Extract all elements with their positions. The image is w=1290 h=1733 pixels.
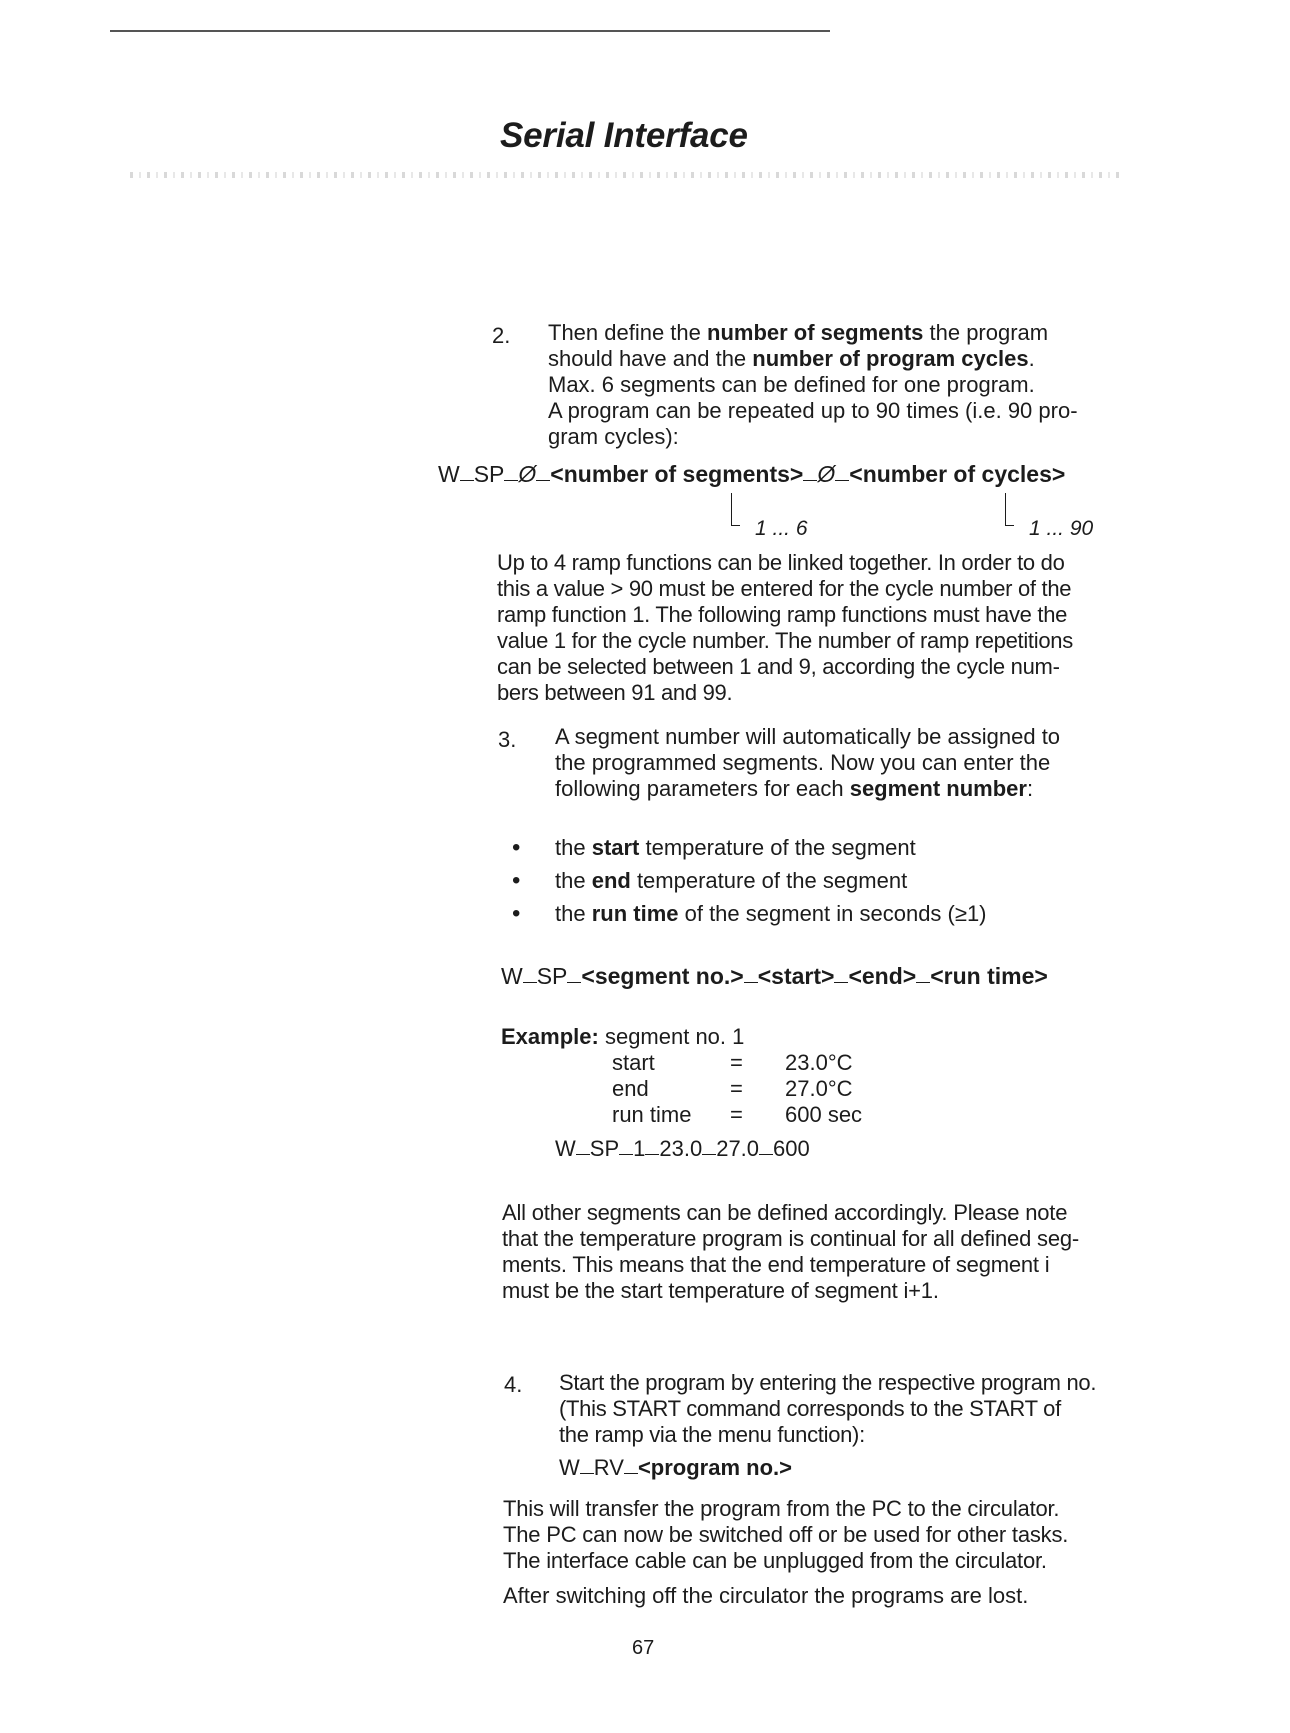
cycles-range-marker bbox=[1005, 493, 1014, 526]
step-2-number: 2. bbox=[492, 323, 511, 348]
command-run-program: W RV <program no.> bbox=[559, 1455, 792, 1480]
header-underline bbox=[130, 172, 1120, 178]
segments-paragraph: All other segments can be defined accordingly. Please note that the temperature program is continual for all defined seg- ments. This means that the end temperature of segment i must be the start temperature of segment i+1. bbox=[502, 1200, 1080, 1303]
list-item: • the run time of the segment in seconds (≥1) bbox=[512, 900, 987, 927]
transfer-paragraph: This will transfer the program from the PC to the circulator. The PC can now be switched off or be used for other tasks. The interface cable can be unplugged from the circulator. bbox=[503, 1496, 1069, 1573]
segments-range: 1 ... 6 bbox=[755, 517, 808, 540]
bullet-icon: • bbox=[512, 900, 521, 927]
ramp-paragraph: Up to 4 ramp functions can be linked together. In order to do this a value > 90 must be entered for the cycle number of the ramp function 1. The following ramp functions must have the value 1 for the cycle number. The number of ramp repetitions can be selected between 1 and 9, according the cycle num- bers between 91 and 99. bbox=[497, 550, 1073, 705]
step-3-number: 3. bbox=[498, 727, 517, 752]
list-item: • the end temperature of the segment bbox=[512, 867, 908, 894]
bullet-icon: • bbox=[512, 834, 521, 861]
param-number-of-cycles: <number of cycles> bbox=[849, 461, 1066, 487]
step-2-text: Then define the number of segments the program should have and the number of program cycles. Max. 6 segments can be defined for one program. A program can be repeated up to 90 times (i.e. 90 pro- gram cycles): bbox=[548, 320, 1078, 449]
page-title: Serial Interface bbox=[500, 116, 748, 155]
step-3-text: A segment number will automatically be assigned to the programmed segments. Now you can enter the following parameters for each segment number: bbox=[555, 724, 1061, 801]
bullet-icon: • bbox=[512, 867, 521, 894]
page-number: 67 bbox=[632, 1637, 655, 1659]
param-number-of-segments: <number of segments> bbox=[550, 461, 804, 487]
command-define-segment: W SP <segment no.> <start> <end> <run time> bbox=[501, 963, 1048, 989]
step-4-number: 4. bbox=[504, 1372, 523, 1397]
cycles-range: 1 ... 90 bbox=[1029, 517, 1094, 540]
parameter-list bbox=[512, 835, 1112, 934]
final-note: After switching off the circulator the programs are lost. bbox=[503, 1583, 1029, 1608]
list-item: • the start temperature of the segment bbox=[512, 834, 916, 861]
example-command: W SP 1 23.0 27.0 600 bbox=[555, 1136, 810, 1161]
step-4-text: Start the program by entering the respective program no. (This START command corresponds to the START of the ramp via the menu function): bbox=[559, 1370, 1097, 1447]
example-label: Example: bbox=[501, 1024, 599, 1049]
example-table bbox=[612, 1050, 862, 1128]
command-set-segments: W SP Ø <number of segments> Ø <number of cycles> bbox=[438, 461, 1066, 487]
example-heading: Example: segment no. 1 bbox=[501, 1024, 745, 1049]
segments-range-marker bbox=[731, 493, 740, 526]
table-row: end = 27.0°C bbox=[612, 1076, 853, 1101]
header-rule bbox=[110, 30, 830, 32]
table-row: start = 23.0°C bbox=[612, 1050, 853, 1075]
table-row: run time = 600 sec bbox=[612, 1102, 863, 1127]
